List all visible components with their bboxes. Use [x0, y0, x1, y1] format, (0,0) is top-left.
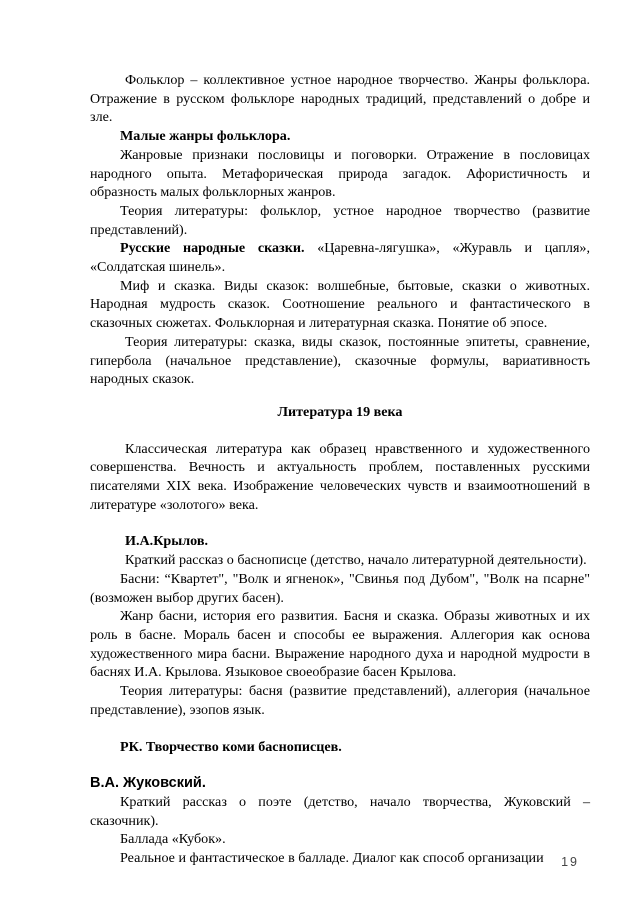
- small-genres-heading: Малые жанры фольклора.: [120, 128, 291, 145]
- section-heading-19th-century: Литература 19 века: [277, 403, 403, 420]
- page-content: [90, 71, 590, 868]
- krylov-bio-paragraph: Краткий рассказ о баснописце (детство, начало литературной деятельности).: [125, 552, 587, 569]
- folk-tales-paragraph: [90, 239, 590, 276]
- zhukovsky-bio-paragraph: Краткий рассказ о поэте (детство, начало творчества, Жуковский – сказочник).: [90, 793, 590, 829]
- folklore-intro-paragraph: Фольклор – коллективное устное народное творчество. Жанры фольклора. Отражение в русском фольклоре народных традиций, представлений о добре и зле.: [90, 72, 590, 126]
- classic-literature-paragraph: Классическая литература как образец нравственного и художественного совершенства. Вечность и актуальность проблем, поставленных русскими писателями XIX века. Изображение человеческих чувств и взаимоотношений в литературе «золотого» века.: [90, 440, 590, 513]
- komi-fabulists-heading: РК. Творчество коми баснописцев.: [120, 738, 342, 755]
- zhukovsky-heading: В.А. Жуковский.: [90, 775, 206, 792]
- fable-genre-paragraph: Жанр басни, история его развития. Басня и сказка. Образы животных и их роль в басне. Мораль басен и способы ее выражения. Аллегория как основа художественного мира басни. Выражение народного духа и народной мудрости в баснях И.А. Крылова. Языковое своеобразие басен Крылова.: [90, 608, 590, 681]
- theory-tale-paragraph: Теория литературы: сказка, виды сказок, постоянные эпитеты, сравнение, гипербола (начальное представление), сказочные формулы, вариативность народных сказок.: [90, 333, 590, 388]
- theory-folklore-paragraph: Теория литературы: фольклор, устное народное творчество (развитие представлений).: [90, 202, 590, 238]
- folk-tales-list: «Царевна-лягушка», «Журавль и цапля», «Солдатская шинель».: [90, 240, 590, 276]
- proverbs-paragraph: Жанровые признаки пословицы и поговорки. Отражение в пословицах народного опыта. Метафорическая природа загадок. Афористичность и образность малых фольклорных жанров.: [90, 146, 590, 201]
- page-number: 19: [561, 855, 579, 869]
- myth-and-tale-paragraph: Миф и сказка. Виды сказок: волшебные, бытовые, сказки о животных. Народная мудрость сказок. Соотношение реального и фантастического в сказочных сюжетах. Фольклорная и литературная сказка. Понятие об эпосе.: [90, 277, 590, 332]
- ballad-title: Баллада «Кубок».: [120, 831, 226, 848]
- folk-tales-heading: Русские народные сказки.: [120, 240, 305, 257]
- theory-fable-paragraph: Теория литературы: басня (развитие представлений), аллегория (начальное представление), эзопов язык.: [90, 683, 590, 718]
- krylov-fables-paragraph: Басни: “Квартет", "Волк и ягненок», "Свинья под Дубом", "Волк на псарне" (возможен выбор других басен).: [90, 570, 590, 606]
- ballad-description-paragraph: Реальное и фантастическое в балладе. Диалог как способ организации: [120, 850, 544, 867]
- krylov-heading: И.А.Крылов.: [125, 533, 208, 550]
